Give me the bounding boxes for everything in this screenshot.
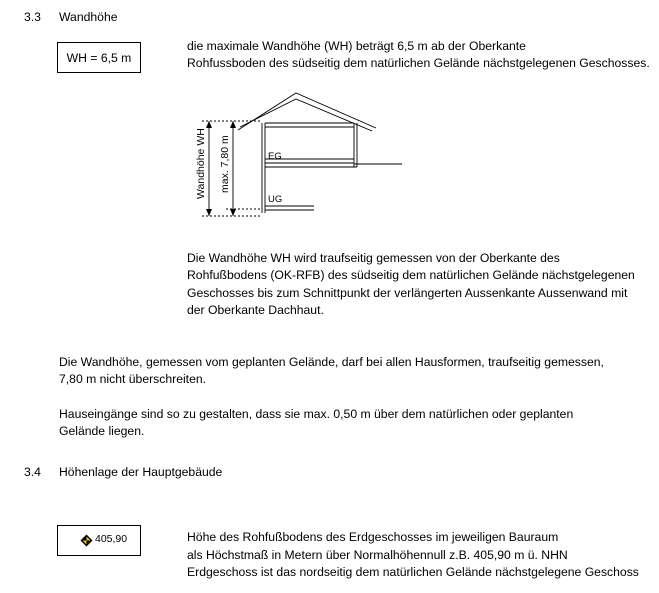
elevation-desc-line-3: Erdgeschoss ist das nordseitig dem natürlichen Gelände nächstgelegene Geschoss xyxy=(187,565,639,579)
desc-line-3: Geschosses bis zum Schnittpunkt der verlängerten Aussenkante Aussenwand mit xyxy=(187,286,628,300)
elevation-marker-icon xyxy=(80,534,93,547)
para1-line-1: Die Wandhöhe, gemessen vom geplanten Gelände, darf bei allen Hausformen, traufseitig gemessen, xyxy=(59,355,604,369)
desc-line-1: Die Wandhöhe WH wird traufseitig gemessen von der Oberkante des xyxy=(187,251,560,265)
elevation-box xyxy=(57,525,141,556)
para1-line-2: 7,80 m nicht überschreiten. xyxy=(59,372,207,386)
vertical-label: Wandhöhe WH xyxy=(195,128,207,199)
elevation-value: 405,90 xyxy=(95,533,128,545)
wh-label: WH = 6,5 m xyxy=(66,50,132,65)
elevation-desc-line-1: Höhe des Rohfußbodens des Erdgeschosses im jeweiligen Bauraum xyxy=(187,530,559,544)
elevation-desc-line-2: als Höchstmaß in Metern über Normalhöhennull z.B. 405,90 m ü. NHN xyxy=(187,548,568,562)
para2-line-2: Gelände liegen. xyxy=(59,424,145,438)
wall-height-diagram xyxy=(180,85,410,225)
floor-label-ug: UG xyxy=(268,194,283,205)
section-number: 3.3 xyxy=(24,10,41,24)
roof-inner-line xyxy=(240,99,372,131)
intro-line-2: Rohfussboden des südseitig dem natürlichen Gelände nächstgelegenen Geschosses. xyxy=(187,56,650,70)
section-number: 3.4 xyxy=(24,465,41,479)
floor-label-eg: EG xyxy=(268,151,282,162)
section-title: Höhenlage der Hauptgebäude xyxy=(59,465,223,479)
wh-label-box xyxy=(57,42,141,73)
intro-line-1: die maximale Wandhöhe (WH) beträgt 6,5 m ab der Oberkante xyxy=(187,39,526,53)
section-title: Wandhöhe xyxy=(59,10,118,24)
para2-line-1: Hauseingänge sind so zu gestalten, dass sie max. 0,50 m über dem natürlichen oder geplanten xyxy=(59,407,574,421)
dimension-label: max. 7,80 m xyxy=(219,135,231,193)
desc-line-4: der Oberkante Dachhaut. xyxy=(187,303,324,317)
desc-line-2: Rohfußbodens (OK-RFB) des südseitig dem natürlichen Gelände nächstgelegenen xyxy=(187,268,635,282)
